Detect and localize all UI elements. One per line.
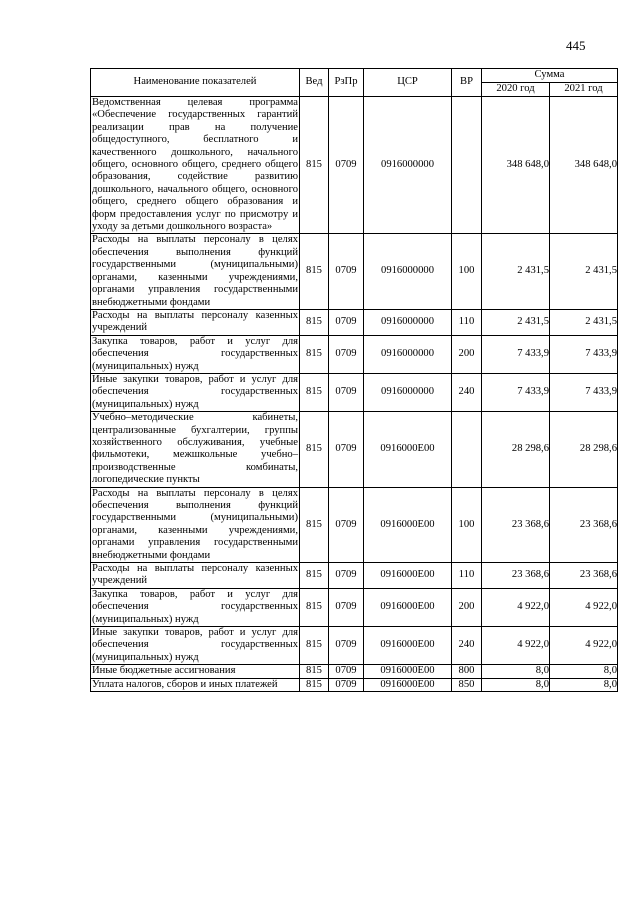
table-row: [91, 563, 618, 589]
row-sum-2021: 7 433,9: [550, 373, 618, 411]
row-name: Расходы на выплаты персоналу казенных учреждений: [92, 309, 298, 334]
row-name: Расходы на выплаты персоналу казенных учреждений: [92, 563, 298, 587]
row-sum-2021: 2 431,5: [550, 234, 618, 309]
row-sum-2021: 8,0: [550, 665, 618, 678]
row-rzpr: 0709: [329, 627, 364, 665]
row-vr: [452, 97, 482, 234]
row-name: Уплата налогов, сборов и иных платежей: [91, 678, 300, 691]
row-name: Иные бюджетные ассигнования: [91, 665, 300, 678]
row-sum-2020: 2 431,5: [482, 234, 550, 309]
row-sum-2020: 7 433,9: [482, 373, 550, 411]
row-ved: 815: [300, 588, 329, 626]
row-sum-2021: 348 648,0: [550, 97, 618, 234]
row-vr: 240: [452, 627, 482, 665]
row-sum-2020: 23 368,6: [482, 563, 550, 589]
row-csr: 0916000Е00: [364, 678, 452, 691]
row-vr: 200: [452, 335, 482, 373]
row-rzpr: 0709: [329, 373, 364, 411]
row-sum-2021: 4 922,0: [550, 627, 618, 665]
header-csr: ЦСР: [364, 69, 452, 97]
row-sum-2020: 8,0: [482, 678, 550, 691]
row-name: Закупка товаров, работ и услуг для обеспечения государственных (муниципальных) нужд: [92, 588, 298, 625]
row-sum-2020: 4 922,0: [482, 627, 550, 665]
row-name: Иные закупки товаров, работ и услуг для обеспечения государственных (муниципальных) нужд: [92, 373, 298, 410]
table-row: [91, 234, 618, 309]
table-row: [91, 627, 618, 665]
row-rzpr: 0709: [329, 412, 364, 487]
row-ved: 815: [300, 563, 329, 589]
row-vr: 850: [452, 678, 482, 691]
row-sum-2021: 28 298,6: [550, 412, 618, 487]
row-vr: 100: [452, 487, 482, 562]
row-name: Расходы на выплаты персоналу в целях обеспечения выполнения функций государственными (муниципальными) органами, казенными учреждениями, органами управления государственными внебюджетными фондами: [92, 487, 298, 561]
row-rzpr: 0709: [329, 678, 364, 691]
row-csr: 0916000Е00: [364, 665, 452, 678]
table-row: [91, 412, 618, 487]
row-rzpr: 0709: [329, 335, 364, 373]
row-csr: 0916000Е00: [364, 563, 452, 589]
table-row: [91, 97, 618, 234]
row-vr: 240: [452, 373, 482, 411]
row-csr: 0916000000: [364, 335, 452, 373]
row-vr: [452, 412, 482, 487]
row-ved: 815: [300, 373, 329, 411]
row-csr: 0916000Е00: [364, 412, 452, 487]
row-csr: 0916000Е00: [364, 487, 452, 562]
row-ved: 815: [300, 678, 329, 691]
row-sum-2020: 28 298,6: [482, 412, 550, 487]
row-sum-2021: 8,0: [550, 678, 618, 691]
header-name: Наименование показателей: [91, 69, 300, 97]
table-row: [91, 678, 618, 691]
row-sum-2020: 2 431,5: [482, 309, 550, 335]
row-vr: 800: [452, 665, 482, 678]
budget-table: [90, 68, 618, 692]
row-ved: 815: [300, 335, 329, 373]
row-vr: 110: [452, 309, 482, 335]
row-ved: 815: [300, 412, 329, 487]
header-2020: 2020 год: [482, 83, 550, 97]
row-sum-2020: 8,0: [482, 665, 550, 678]
row-ved: 815: [300, 309, 329, 335]
page-number: 445: [566, 38, 586, 53]
row-name: Ведомственная целевая программа «Обеспечение государственных гарантий реализации прав на получение общедоступного, бесплатного и качественного дошкольного, начального общего, основного общего, среднего общего образования, содействие развитию дошкольного, начального общего, основного общего, среднего общего образования и форм предоставления услуг по присмотру и уходу за детьми дошкольного возраста»: [92, 97, 298, 233]
row-csr: 0916000000: [364, 97, 452, 234]
table-row: [91, 487, 618, 562]
row-vr: 110: [452, 563, 482, 589]
table-row: [91, 309, 618, 335]
row-name: Иные закупки товаров, работ и услуг для обеспечения государственных (муниципальных) нужд: [92, 627, 298, 663]
header-rzpr: РзПр: [329, 69, 364, 97]
row-csr: 0916000000: [364, 234, 452, 309]
row-ved: 815: [300, 665, 329, 678]
row-sum-2021: 7 433,9: [550, 335, 618, 373]
row-rzpr: 0709: [329, 97, 364, 234]
row-sum-2021: 23 368,6: [550, 563, 618, 589]
row-sum-2020: 348 648,0: [482, 97, 550, 234]
table-row: [91, 373, 618, 411]
row-sum-2021: 2 431,5: [550, 309, 618, 335]
table-row: [91, 665, 618, 678]
row-rzpr: 0709: [329, 588, 364, 626]
table-body: [91, 97, 618, 692]
row-rzpr: 0709: [329, 234, 364, 309]
row-ved: 815: [300, 97, 329, 234]
header-ved: Вед: [300, 69, 329, 97]
row-sum-2020: 23 368,6: [482, 487, 550, 562]
row-name: Расходы на выплаты персоналу в целях обеспечения выполнения функций государственными (муниципальными) органами, казенными учреждениями, органами управления государственными внебюджетными фондами: [92, 234, 298, 308]
header-2021: 2021 год: [550, 83, 618, 97]
row-name: Учебно–методические кабинеты, централизованные бухгалтерии, группы хозяйственного обслуживания, учебные фильмотеки, межшкольные учебно–производственные комбинаты, логопедические пункты: [92, 412, 298, 486]
row-csr: 0916000000: [364, 373, 452, 411]
row-name: Закупка товаров, работ и услуг для обеспечения государственных (муниципальных) нужд: [92, 335, 298, 372]
row-rzpr: 0709: [329, 563, 364, 589]
header-vr: ВР: [452, 69, 482, 97]
row-ved: 815: [300, 234, 329, 309]
row-csr: 0916000Е00: [364, 627, 452, 665]
row-ved: 815: [300, 487, 329, 562]
row-vr: 100: [452, 234, 482, 309]
row-sum-2021: 23 368,6: [550, 487, 618, 562]
row-rzpr: 0709: [329, 665, 364, 678]
table-row: [91, 335, 618, 373]
row-csr: 0916000000: [364, 309, 452, 335]
row-vr: 200: [452, 588, 482, 626]
table-row: [91, 588, 618, 626]
row-rzpr: 0709: [329, 309, 364, 335]
row-sum-2020: 4 922,0: [482, 588, 550, 626]
row-sum-2021: 4 922,0: [550, 588, 618, 626]
row-ved: 815: [300, 627, 329, 665]
row-rzpr: 0709: [329, 487, 364, 562]
header-sum: Сумма: [482, 69, 618, 83]
row-sum-2020: 7 433,9: [482, 335, 550, 373]
row-csr: 0916000Е00: [364, 588, 452, 626]
